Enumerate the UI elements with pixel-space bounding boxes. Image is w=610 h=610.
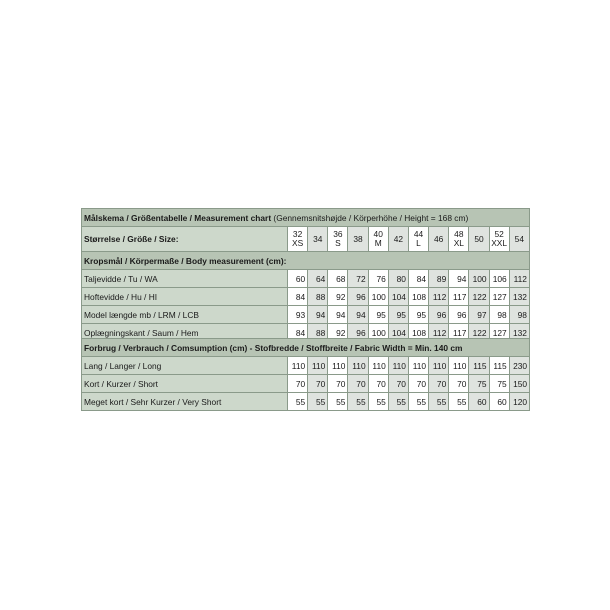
table-row xyxy=(82,270,530,288)
size-cell: 54 xyxy=(509,227,529,252)
table-row xyxy=(82,306,530,324)
value-cell: 100 xyxy=(368,324,388,342)
value-cell: 55 xyxy=(288,393,308,411)
value-cell: 94 xyxy=(348,306,368,324)
value-cell: 104 xyxy=(388,324,408,342)
body-heading-row xyxy=(82,252,530,270)
value-cell: 70 xyxy=(348,375,368,393)
value-cell: 75 xyxy=(489,375,509,393)
table-row xyxy=(82,357,530,375)
value-cell: 104 xyxy=(388,288,408,306)
row-label: Hoftevidde / Hu / HI xyxy=(82,288,288,306)
value-cell: 55 xyxy=(308,393,328,411)
size-cell: 46 xyxy=(429,227,449,252)
value-cell: 112 xyxy=(429,324,449,342)
value-cell: 94 xyxy=(449,270,469,288)
value-cell: 108 xyxy=(408,288,428,306)
consumption-table xyxy=(81,338,530,411)
value-cell: 55 xyxy=(449,393,469,411)
value-cell: 115 xyxy=(469,357,489,375)
value-cell: 112 xyxy=(509,270,529,288)
value-cell: 68 xyxy=(328,270,348,288)
value-cell: 96 xyxy=(449,306,469,324)
size-label: Størrelse / Größe / Size: xyxy=(82,227,288,252)
value-cell: 80 xyxy=(388,270,408,288)
consumption-title-row xyxy=(82,339,530,357)
value-cell: 108 xyxy=(408,324,428,342)
value-cell: 92 xyxy=(328,324,348,342)
value-cell: 120 xyxy=(509,393,529,411)
value-cell: 127 xyxy=(489,324,509,342)
size-row xyxy=(82,227,530,252)
value-cell: 70 xyxy=(449,375,469,393)
value-cell: 106 xyxy=(489,270,509,288)
value-cell: 110 xyxy=(368,357,388,375)
value-cell: 110 xyxy=(388,357,408,375)
value-cell: 60 xyxy=(489,393,509,411)
table-row xyxy=(82,393,530,411)
value-cell: 110 xyxy=(288,357,308,375)
value-cell: 95 xyxy=(408,306,428,324)
value-cell: 70 xyxy=(368,375,388,393)
measurement-title-note: (Gennemsnitshøjde / Körperhöhe / Height = 168 cm) xyxy=(271,212,469,223)
row-label: Oplægningskant / Saum / Hem xyxy=(82,324,288,342)
value-cell: 60 xyxy=(288,270,308,288)
value-cell: 55 xyxy=(328,393,348,411)
value-cell: 117 xyxy=(449,324,469,342)
value-cell: 132 xyxy=(509,324,529,342)
consumption-title: Forbrug / Verbrauch / Comsumption (cm) - Stofbredde / Stoffbreite / Fabric Width = Min. 140 cm xyxy=(82,339,530,357)
value-cell: 122 xyxy=(469,324,489,342)
row-label: Meget kort / Sehr Kurzer / Very Short xyxy=(82,393,288,411)
value-cell: 55 xyxy=(348,393,368,411)
value-cell: 70 xyxy=(388,375,408,393)
value-cell: 75 xyxy=(469,375,489,393)
size-cell: 40 M xyxy=(368,227,388,252)
table-row xyxy=(82,288,530,306)
value-cell: 95 xyxy=(388,306,408,324)
value-cell: 76 xyxy=(368,270,388,288)
value-cell: 88 xyxy=(308,288,328,306)
size-cell: 48 XL xyxy=(449,227,469,252)
value-cell: 110 xyxy=(348,357,368,375)
value-cell: 132 xyxy=(509,288,529,306)
size-cell: 36 S xyxy=(328,227,348,252)
value-cell: 88 xyxy=(308,324,328,342)
size-cell: 42 xyxy=(388,227,408,252)
row-label: Lang / Langer / Long xyxy=(82,357,288,375)
value-cell: 110 xyxy=(308,357,328,375)
value-cell: 55 xyxy=(429,393,449,411)
value-cell: 100 xyxy=(368,288,388,306)
value-cell: 112 xyxy=(429,288,449,306)
value-cell: 64 xyxy=(308,270,328,288)
size-cell: 50 xyxy=(469,227,489,252)
value-cell: 55 xyxy=(408,393,428,411)
value-cell: 110 xyxy=(429,357,449,375)
value-cell: 70 xyxy=(288,375,308,393)
size-cell: 38 xyxy=(348,227,368,252)
body-heading: Kropsmål / Körpermaße / Body measurement (cm): xyxy=(82,252,530,270)
value-cell: 122 xyxy=(469,288,489,306)
value-cell: 110 xyxy=(328,357,348,375)
value-cell: 70 xyxy=(429,375,449,393)
size-cell: 52 XXL xyxy=(489,227,509,252)
value-cell: 84 xyxy=(288,288,308,306)
value-cell: 92 xyxy=(328,288,348,306)
value-cell: 84 xyxy=(408,270,428,288)
value-cell: 70 xyxy=(308,375,328,393)
value-cell: 96 xyxy=(348,288,368,306)
value-cell: 115 xyxy=(489,357,509,375)
value-cell: 55 xyxy=(388,393,408,411)
size-cell: 44 L xyxy=(408,227,428,252)
value-cell: 94 xyxy=(308,306,328,324)
value-cell: 230 xyxy=(509,357,529,375)
measurement-table xyxy=(81,208,530,342)
value-cell: 70 xyxy=(408,375,428,393)
value-cell: 98 xyxy=(509,306,529,324)
size-cell: 32 XS xyxy=(288,227,308,252)
value-cell: 89 xyxy=(429,270,449,288)
value-cell: 110 xyxy=(449,357,469,375)
table-row xyxy=(82,375,530,393)
value-cell: 117 xyxy=(449,288,469,306)
value-cell: 70 xyxy=(328,375,348,393)
value-cell: 98 xyxy=(489,306,509,324)
value-cell: 150 xyxy=(509,375,529,393)
row-label: Taljevidde / Tu / WA xyxy=(82,270,288,288)
value-cell: 94 xyxy=(328,306,348,324)
value-cell: 96 xyxy=(429,306,449,324)
value-cell: 60 xyxy=(469,393,489,411)
value-cell: 93 xyxy=(288,306,308,324)
size-cell: 34 xyxy=(308,227,328,252)
measurement-title xyxy=(82,209,530,227)
value-cell: 96 xyxy=(348,324,368,342)
value-cell: 100 xyxy=(469,270,489,288)
value-cell: 110 xyxy=(408,357,428,375)
value-cell: 127 xyxy=(489,288,509,306)
value-cell: 95 xyxy=(368,306,388,324)
value-cell: 72 xyxy=(348,270,368,288)
value-cell: 55 xyxy=(368,393,388,411)
measurement-title-bold: Målskema / Größentabelle / Measurement chart xyxy=(84,212,272,223)
value-cell: 97 xyxy=(469,306,489,324)
measurement-title-row xyxy=(82,209,530,227)
value-cell: 84 xyxy=(288,324,308,342)
row-label: Model længde mb / LRM / LCB xyxy=(82,306,288,324)
row-label: Kort / Kurzer / Short xyxy=(82,375,288,393)
